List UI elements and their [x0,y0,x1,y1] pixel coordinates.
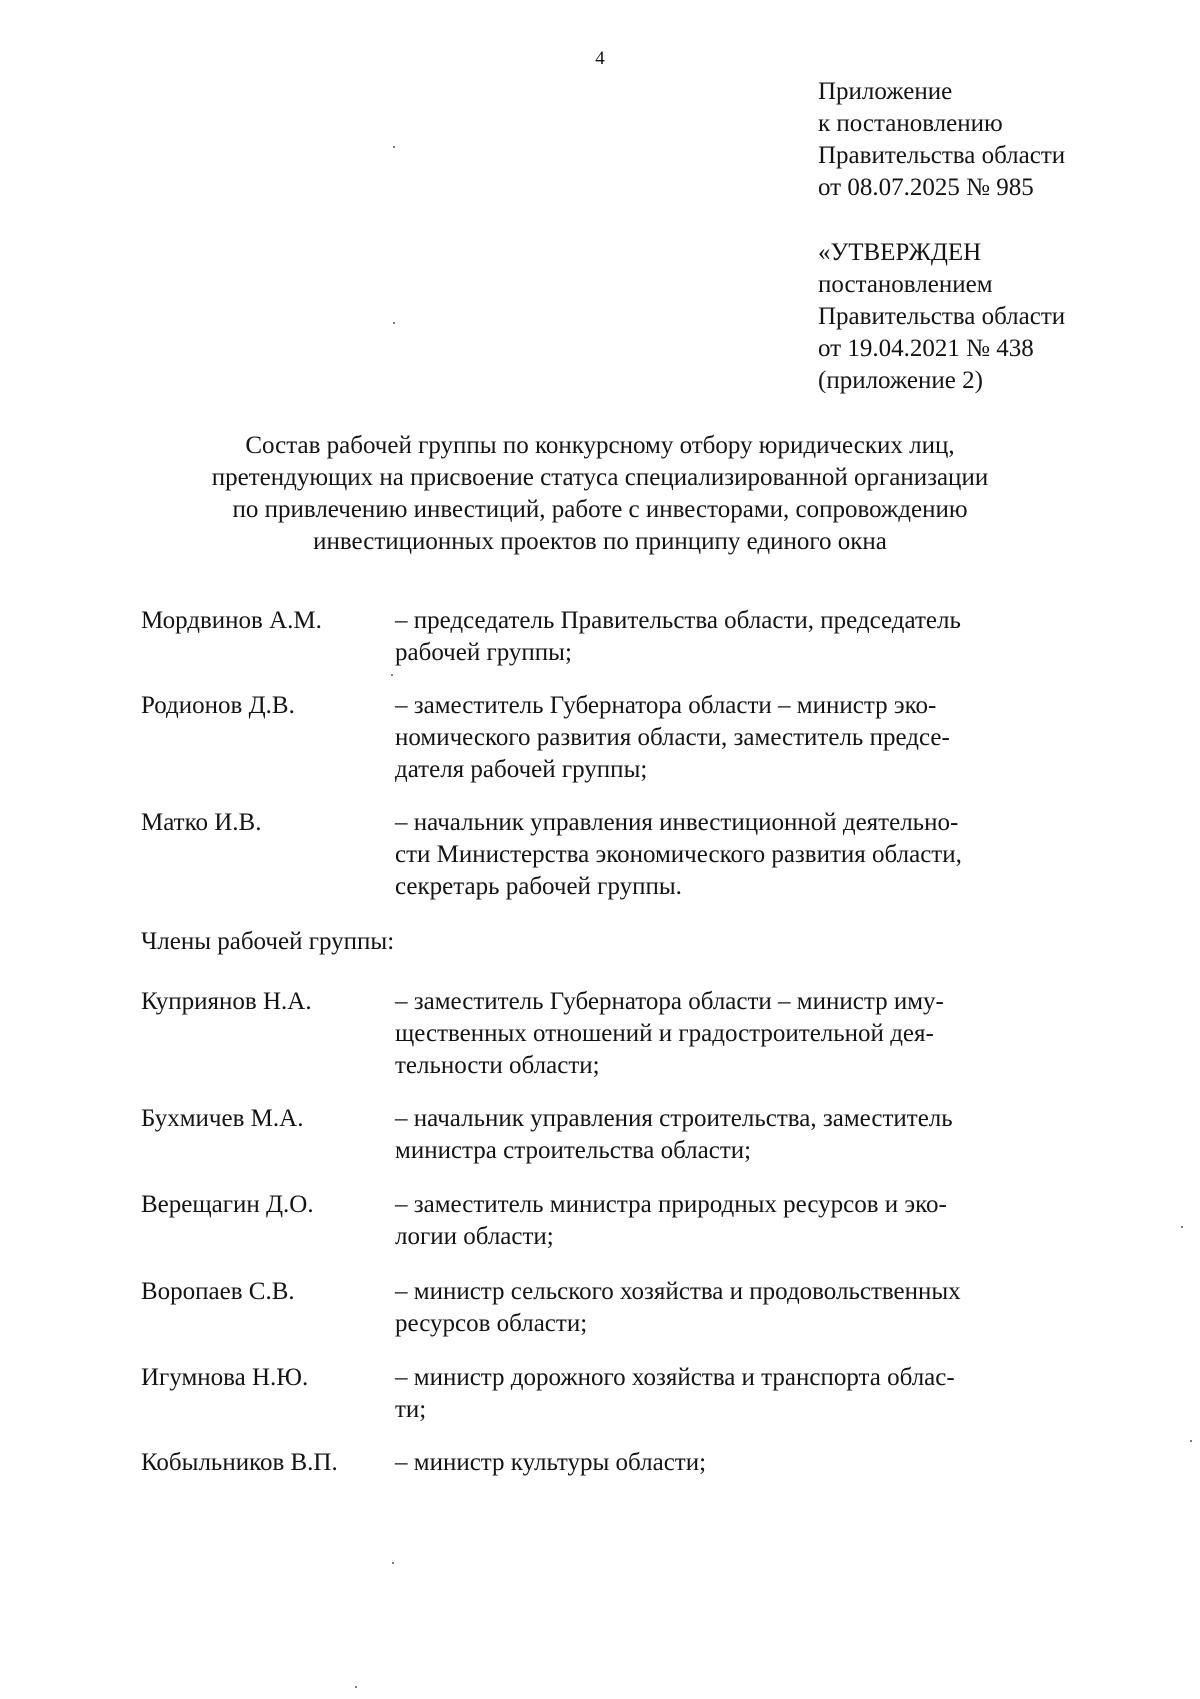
appendix-line: Правительства области [818,142,1066,169]
member-role-line: – начальник управления инвестиционной деятельно- [395,809,959,836]
member-role-line: ти; [395,1396,427,1423]
member-role-line: – председатель Правительства области, председатель [395,607,961,634]
member-role-line: сти Министерства экономического развития области, [395,841,962,868]
member-name: Родионов Д.В. [141,692,295,719]
member-role-line: – министр дорожного хозяйства и транспорта облас- [395,1364,955,1391]
title-line: претендующих на присвоение статуса специализированной организации [211,464,989,491]
title-line: инвестиционных проектов по принципу единого окна [313,528,887,555]
member-role-line: секретарь рабочей группы. [395,873,682,900]
member-role-line: – заместитель министра природных ресурсов и эко- [395,1191,947,1218]
scan-speck [1190,1440,1192,1442]
scan-speck [392,1562,394,1564]
member-name: Мордвинов А.М. [141,607,322,634]
appendix-line: Приложение [818,78,953,105]
member-role [395,605,1195,669]
document-title [0,430,1200,558]
member-role-line: логии области; [395,1223,554,1250]
member-role-line: министра строительства области; [395,1137,752,1164]
member-role-line: – заместитель Губернатора области – министр эко- [395,692,937,719]
member-name: Матко И.В. [141,809,262,836]
member-name: Бухмичев М.А. [141,1105,304,1132]
member-role [395,690,1195,786]
title-line: по привлечению инвестиций, работе с инвесторами, сопровождению [232,496,968,523]
member-name: Верещагин Д.О. [141,1191,314,1218]
member-role-line: – заместитель Губернатора области – министр иму- [395,988,944,1015]
member-name: Воропаев С.В. [141,1278,295,1305]
approval-line: «УТВЕРЖДЕН [818,239,982,266]
member-role [395,1447,1195,1479]
appendix-reference [818,76,1065,204]
scan-speck [355,1686,357,1688]
member-role-line: ресурсов области; [395,1310,588,1337]
member-role [395,1189,1195,1253]
member-name: Игумнова Н.Ю. [141,1364,309,1391]
member-role [395,807,1195,903]
member-role-line: рабочей группы; [395,639,572,666]
member-name: Куприянов Н.А. [141,988,312,1015]
approval-stamp-block [818,237,1065,397]
member-role [395,986,1195,1082]
member-role-line: – начальник управления строительства, заместитель [395,1105,953,1132]
member-name: Кобыльников В.П. [141,1449,338,1476]
members-section-label: Члены рабочей группы: [141,928,395,955]
scan-speck [1181,1226,1183,1228]
member-role [395,1103,1195,1167]
scan-speck [393,322,395,324]
appendix-line: от 08.07.2025 № 985 [818,174,1034,201]
page-number: 4 [595,48,605,69]
scan-speck [391,674,393,676]
member-role [395,1276,1195,1340]
member-role-line: дателя рабочей группы; [395,756,648,783]
approval-line: постановлением [818,271,993,298]
scan-speck [393,146,395,148]
member-role-line: щественных отношений и градостроительной дея- [395,1020,934,1047]
approval-line: от 19.04.2021 № 438 [818,335,1034,362]
approval-line: (приложение 2) [818,367,983,394]
member-role-line: номического развития области, заместитель предсе- [395,724,950,751]
title-line: Состав рабочей группы по конкурсному отбору юридических лиц, [245,432,955,459]
member-role-line: – министр сельского хозяйства и продовольственных [395,1278,961,1305]
member-role-line: – министр культуры области; [395,1449,707,1476]
approval-line: Правительства области [818,303,1066,330]
member-role-line: тельности области; [395,1052,600,1079]
appendix-line: к постановлению [818,110,1003,137]
member-role [395,1362,1195,1426]
